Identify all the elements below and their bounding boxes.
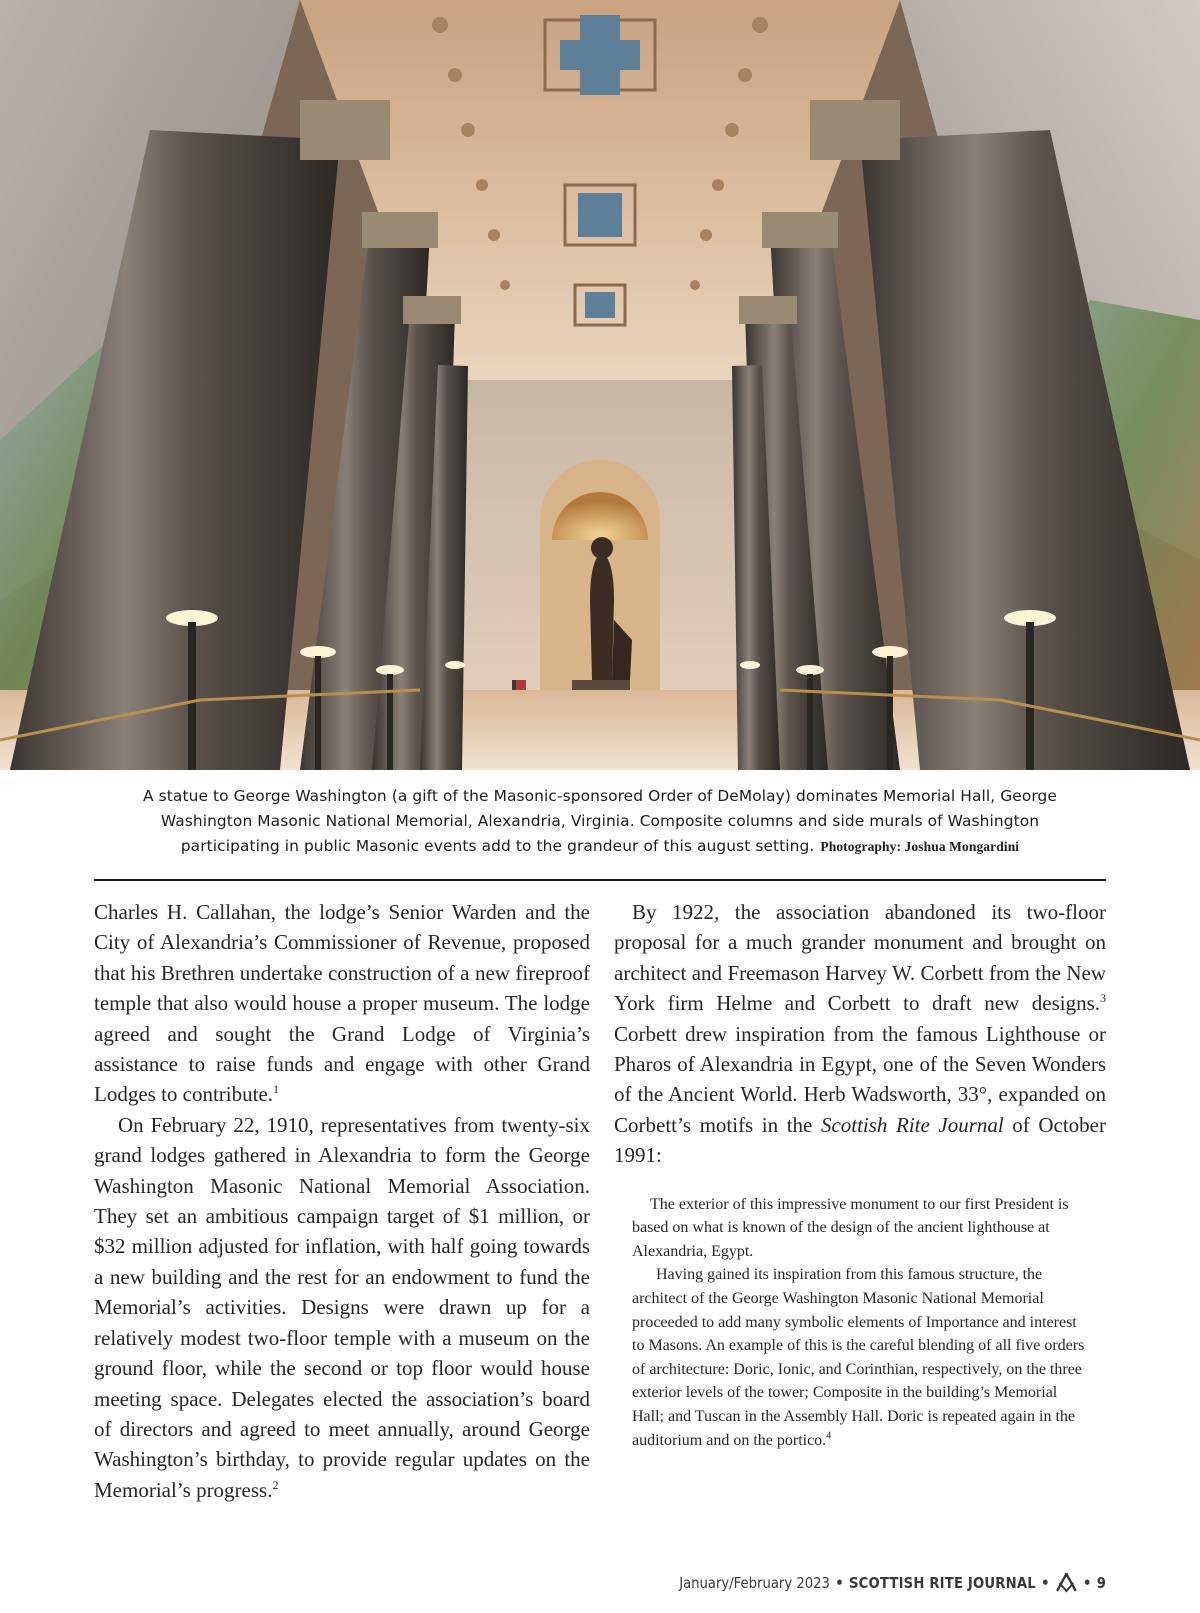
page-footer — [679, 1573, 1106, 1593]
footer-bullet: • — [1083, 1574, 1092, 1592]
caption-text: A statue to George Washington (a gift of the Masonic-sponsored Order of DeMolay) dominates Memorial Hall, George Washington Masonic National Memorial, Alexandria, Virginia. Composite columns and side murals of Washington participating in public Masonic events add to the grandeur of this august setting. — [143, 787, 1057, 855]
left-column — [94, 897, 590, 1505]
footnote-ref-2: 2 — [272, 1477, 279, 1492]
quote-paragraph-2: Having gained its inspiration from this famous structure, the architect of the George Washington Masonic National Memorial proceeded to add many symbolic elements of Importance and interest to Masons. An example of this is the careful blending of all five orders of architecture: Doric, Ionic, and Corinthian, respectively, on the three exterior levels of the tower; Composite in the building’s Memorial Hall; and Tuscan in the Assembly Hall. Doric is repeated again in the auditorium and on the portico.$^4$ — [632, 1266, 1085, 1449]
footnote-ref-1: 1 — [273, 1082, 280, 1097]
footnote-ref-4: 4 — [826, 1430, 832, 1442]
footnote-ref-3: 3 — [1100, 991, 1106, 1006]
right-paragraph-1: By 1922, the association abandoned its two-floor proposal for a much grander monument and brought on architect and Freemason Harvey W. Corbett from the New York firm Helme and Corbett to draft new designs.$^3$ Corbett drew inspiration from the famous Lighthouse or Pharos of Alexandria in Egypt, one of the Seven Wonders of the Ancient World. Herb Wadsworth, 33°, expanded on Corbett’s motifs in the Scottish Rite Journal of October 1991: — [614, 900, 1106, 1168]
left-paragraph-1: Charles H. Callahan, the lodge’s Senior Warden and the City of Alexandria’s Commissioner of Revenue, proposed that his Brethren undertake construction of a new fireproof temple that also would house a proper museum. The lodge agreed and sought the Grand Lodge of Virginia’s assistance to raise funds and engage with other Grand Lodges to contribute.$^1$ — [94, 900, 590, 1107]
left-paragraph-2: On February 22, 1910, representatives from twenty-six grand lodges gathered in Alexandria to form the George Washington Masonic National Memorial Association. They set an ambitious campaign target of $1 million, or $32 million adjusted for inflation, with half going towards a new building and the rest for an endowment to fund the Memorial’s activities. Designs were drawn up for a relatively modest two-floor temple with a museum on the ground floor, while the second or top floor would house meeting space. Delegates elected the association’s board of directors and agreed to meet annually, around George Washington’s birthday, to provide regular updates on the Memorial’s progress.$^2$ — [94, 1112, 590, 1502]
journal-name: SCOTTISH RITE JOURNAL — [849, 1574, 1036, 1592]
memorial-hall-photo — [0, 0, 1200, 770]
right-column — [614, 897, 1106, 1452]
footer-bullet: • — [1041, 1574, 1050, 1592]
caption-divider — [94, 879, 1106, 881]
journal-title-italic: Scottish Rite Journal — [820, 1112, 1004, 1137]
photo-caption — [110, 784, 1090, 859]
issue-date: January/February 2023 — [679, 1574, 831, 1592]
block-quote — [632, 1193, 1087, 1453]
quote-paragraph-1: The exterior of this impressive monument to our first President is based on what is known of the design of the ancient lighthouse at Alexandria, Egypt. — [632, 1195, 1069, 1260]
square-and-compass-icon — [1055, 1573, 1078, 1593]
photo-credit: Photography: Joshua Mongardini — [820, 839, 1020, 854]
page-number: 9 — [1096, 1574, 1106, 1592]
footer-bullet: • — [835, 1574, 844, 1592]
